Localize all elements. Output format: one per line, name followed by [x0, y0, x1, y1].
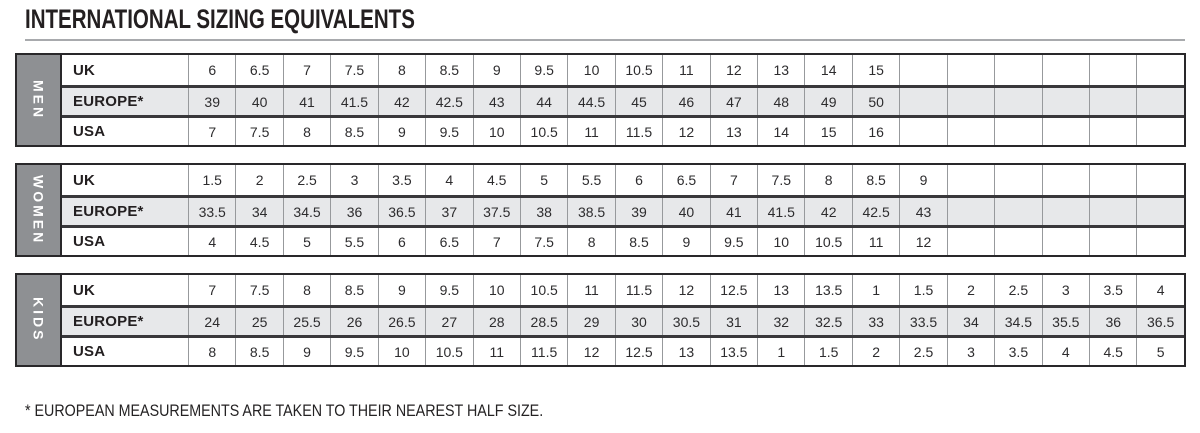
size-cell: 10.5	[804, 228, 851, 255]
sizing-table-women	[15, 163, 1186, 257]
size-cell	[1089, 228, 1136, 255]
size-cell: 8.5	[235, 338, 282, 365]
section-title: WOMEN	[30, 174, 47, 246]
size-cell: 36	[330, 198, 377, 225]
size-cell: 42	[804, 198, 851, 225]
size-cell: 7	[283, 55, 330, 85]
size-cell: 8	[283, 275, 330, 305]
size-cell	[1136, 198, 1183, 225]
size-cell: 36.5	[1136, 308, 1183, 335]
section-title: MEN	[30, 79, 47, 121]
size-cell: 9.5	[425, 118, 472, 145]
size-row-europe	[62, 305, 1184, 335]
section-header-men	[17, 55, 62, 145]
size-cell: 13	[757, 55, 804, 85]
size-cell: 39	[188, 88, 235, 115]
row-label: USA	[73, 123, 106, 140]
size-cell	[1042, 88, 1089, 115]
size-cell: 3.5	[1089, 275, 1136, 305]
size-cell: 10	[567, 55, 614, 85]
size-cell	[994, 198, 1041, 225]
size-cell: 5.5	[330, 228, 377, 255]
size-cell	[994, 88, 1041, 115]
european-sizes-footnote: * EUROPEAN MEASUREMENTS ARE TAKEN TO THEIR NEAREST HALF SIZE.	[25, 401, 544, 420]
size-cell: 33	[852, 308, 899, 335]
size-cell: 30.5	[662, 308, 709, 335]
size-cell	[947, 55, 994, 85]
size-cell: 37	[425, 198, 472, 225]
size-cell: 33.5	[188, 198, 235, 225]
size-cell: 9	[662, 228, 709, 255]
size-cell: 1	[852, 275, 899, 305]
size-cell: 40	[235, 88, 282, 115]
size-cell: 41.5	[757, 198, 804, 225]
size-cell: 5	[1136, 338, 1183, 365]
size-cell: 4	[188, 228, 235, 255]
size-cell: 13	[710, 118, 757, 145]
size-cell: 47	[710, 88, 757, 115]
size-cell: 34	[235, 198, 282, 225]
row-label: UK	[73, 61, 96, 79]
size-cell	[1042, 198, 1089, 225]
size-cell	[899, 118, 946, 145]
size-cell: 34	[947, 308, 994, 335]
size-cell: 7	[188, 118, 235, 145]
size-cell: 9	[473, 55, 520, 85]
size-cell: 43	[899, 198, 946, 225]
size-cell	[1136, 228, 1183, 255]
size-cell: 6	[378, 228, 425, 255]
size-cell: 10.5	[520, 275, 567, 305]
size-cell: 2	[852, 338, 899, 365]
size-row-europe	[62, 85, 1184, 115]
size-cell: 38	[520, 198, 567, 225]
size-cell: 4	[425, 165, 472, 195]
size-cell: 9.5	[330, 338, 377, 365]
size-cell: 6	[188, 55, 235, 85]
size-cell: 2.5	[994, 275, 1041, 305]
size-cell: 48	[757, 88, 804, 115]
size-cell: 41	[283, 88, 330, 115]
size-cell: 11.5	[520, 338, 567, 365]
size-cell: 9.5	[520, 55, 567, 85]
size-cell: 10.5	[615, 55, 662, 85]
size-cell	[1136, 55, 1183, 85]
size-cell: 11	[662, 55, 709, 85]
size-cell: 8	[188, 338, 235, 365]
size-cell: 30	[615, 308, 662, 335]
size-row-europe	[62, 195, 1184, 225]
row-label: EUROPE*	[73, 313, 144, 330]
size-cell: 11	[567, 275, 614, 305]
size-cell: 31	[710, 308, 757, 335]
size-cell	[947, 165, 994, 195]
size-cell: 13	[757, 275, 804, 305]
size-cell: 10	[757, 228, 804, 255]
size-cell: 9	[378, 118, 425, 145]
size-cell: 41	[710, 198, 757, 225]
size-cell: 13	[662, 338, 709, 365]
size-cell: 32	[757, 308, 804, 335]
size-cell: 2.5	[283, 165, 330, 195]
size-cell: 6.5	[235, 55, 282, 85]
size-cell	[947, 88, 994, 115]
size-rows	[62, 275, 1184, 365]
row-label: EUROPE*	[73, 93, 144, 110]
size-cell: 14	[804, 55, 851, 85]
size-cell: 6	[615, 165, 662, 195]
size-cell	[1042, 118, 1089, 145]
size-cell	[1042, 165, 1089, 195]
size-cell: 16	[852, 118, 899, 145]
size-cell: 4.5	[1089, 338, 1136, 365]
size-rows	[62, 165, 1184, 255]
size-cell: 7	[710, 165, 757, 195]
size-cell: 7	[188, 275, 235, 305]
size-cell	[1136, 118, 1183, 145]
size-cell	[1042, 228, 1089, 255]
size-cell: 9.5	[710, 228, 757, 255]
size-cell: 8.5	[852, 165, 899, 195]
size-row-usa	[62, 225, 1184, 255]
size-cell: 2	[947, 275, 994, 305]
size-cell	[947, 228, 994, 255]
size-cell: 9	[283, 338, 330, 365]
size-rows	[62, 55, 1184, 145]
size-cell: 12	[662, 118, 709, 145]
size-cell: 2	[235, 165, 282, 195]
size-cell: 1.5	[804, 338, 851, 365]
sizing-table-kids	[15, 273, 1186, 367]
size-cell: 1.5	[899, 275, 946, 305]
size-cell: 6.5	[662, 165, 709, 195]
size-cell: 4.5	[235, 228, 282, 255]
size-cell: 42.5	[852, 198, 899, 225]
size-cell: 25.5	[283, 308, 330, 335]
size-cell: 43	[473, 88, 520, 115]
size-cell	[1136, 165, 1183, 195]
size-cell: 2.5	[899, 338, 946, 365]
size-cell: 32.5	[804, 308, 851, 335]
size-cell: 28	[473, 308, 520, 335]
size-cell: 3.5	[378, 165, 425, 195]
size-cell	[1089, 118, 1136, 145]
size-cell: 42	[378, 88, 425, 115]
size-row-uk	[62, 55, 1184, 85]
row-label: UK	[73, 171, 96, 189]
size-cell: 5.5	[567, 165, 614, 195]
size-cell: 8.5	[330, 275, 377, 305]
size-cell: 7.5	[235, 118, 282, 145]
size-cell: 4	[1042, 338, 1089, 365]
size-cell: 12	[710, 55, 757, 85]
size-cell: 36.5	[378, 198, 425, 225]
size-cell: 12	[567, 338, 614, 365]
size-cell	[899, 88, 946, 115]
size-cell	[1089, 198, 1136, 225]
size-cell	[1089, 88, 1136, 115]
size-row-uk	[62, 275, 1184, 305]
size-cell: 24	[188, 308, 235, 335]
page-title: INTERNATIONAL SIZING EQUIVALENTS	[25, 4, 415, 34]
size-cell: 44.5	[567, 88, 614, 115]
size-cell: 7	[473, 228, 520, 255]
size-cell: 3	[947, 338, 994, 365]
size-cell: 11	[473, 338, 520, 365]
size-cell	[1089, 165, 1136, 195]
size-cell: 37.5	[473, 198, 520, 225]
size-cell	[947, 118, 994, 145]
size-row-usa	[62, 115, 1184, 145]
row-label: USA	[73, 233, 106, 250]
size-cell: 12	[899, 228, 946, 255]
size-cell: 49	[804, 88, 851, 115]
size-cell	[994, 55, 1041, 85]
size-cell: 5	[520, 165, 567, 195]
size-cell: 42.5	[425, 88, 472, 115]
size-cell: 7.5	[235, 275, 282, 305]
size-cell: 44	[520, 88, 567, 115]
size-cell: 26	[330, 308, 377, 335]
size-cell: 10.5	[425, 338, 472, 365]
size-cell: 45	[615, 88, 662, 115]
size-cell: 4.5	[473, 165, 520, 195]
size-cell: 15	[804, 118, 851, 145]
size-cell: 12.5	[615, 338, 662, 365]
title-underline	[25, 39, 1185, 41]
size-cell: 27	[425, 308, 472, 335]
size-cell	[1136, 88, 1183, 115]
sizing-table-men	[15, 53, 1186, 147]
size-cell: 3	[330, 165, 377, 195]
size-cell: 36	[1089, 308, 1136, 335]
size-cell: 11	[567, 118, 614, 145]
size-cell: 35.5	[1042, 308, 1089, 335]
size-cell: 29	[567, 308, 614, 335]
row-label: USA	[73, 343, 106, 360]
size-cell: 8	[804, 165, 851, 195]
size-cell: 33.5	[899, 308, 946, 335]
size-cell: 10	[473, 118, 520, 145]
size-cell: 7.5	[757, 165, 804, 195]
size-cell: 6.5	[425, 228, 472, 255]
size-cell	[1042, 55, 1089, 85]
size-cell: 34.5	[994, 308, 1041, 335]
size-cell: 7.5	[520, 228, 567, 255]
size-cell: 38.5	[567, 198, 614, 225]
size-cell: 8.5	[330, 118, 377, 145]
size-cell: 39	[615, 198, 662, 225]
size-cell: 34.5	[283, 198, 330, 225]
size-cell: 28.5	[520, 308, 567, 335]
row-label: UK	[73, 281, 96, 299]
size-cell: 25	[235, 308, 282, 335]
size-cell: 13.5	[804, 275, 851, 305]
size-cell: 26.5	[378, 308, 425, 335]
size-row-usa	[62, 335, 1184, 365]
size-cell: 1	[757, 338, 804, 365]
size-cell: 8	[378, 55, 425, 85]
section-header-women	[17, 165, 62, 255]
size-cell: 8.5	[425, 55, 472, 85]
section-header-kids	[17, 275, 62, 365]
size-cell: 9	[899, 165, 946, 195]
size-cell: 40	[662, 198, 709, 225]
size-cell: 11.5	[615, 275, 662, 305]
size-row-uk	[62, 165, 1184, 195]
size-cell: 8	[283, 118, 330, 145]
size-cell	[947, 198, 994, 225]
section-title: KIDS	[30, 297, 47, 343]
size-cell: 41.5	[330, 88, 377, 115]
size-cell: 1.5	[188, 165, 235, 195]
size-cell: 10	[473, 275, 520, 305]
size-cell: 11.5	[615, 118, 662, 145]
size-cell: 3.5	[994, 338, 1041, 365]
size-cell: 9.5	[425, 275, 472, 305]
size-cell: 50	[852, 88, 899, 115]
size-cell: 12.5	[710, 275, 757, 305]
size-cell: 5	[283, 228, 330, 255]
size-cell: 14	[757, 118, 804, 145]
size-cell: 9	[378, 275, 425, 305]
sizing-tables	[15, 53, 1186, 383]
size-cell: 13.5	[710, 338, 757, 365]
size-cell: 10	[378, 338, 425, 365]
size-cell	[994, 228, 1041, 255]
size-cell	[899, 55, 946, 85]
size-cell: 10.5	[520, 118, 567, 145]
size-cell: 4	[1136, 275, 1183, 305]
size-cell: 15	[852, 55, 899, 85]
size-cell	[994, 118, 1041, 145]
size-cell: 11	[852, 228, 899, 255]
size-cell: 46	[662, 88, 709, 115]
size-cell: 12	[662, 275, 709, 305]
size-cell: 7.5	[330, 55, 377, 85]
size-cell: 3	[1042, 275, 1089, 305]
size-cell	[994, 165, 1041, 195]
size-cell	[1089, 55, 1136, 85]
size-cell: 8.5	[615, 228, 662, 255]
size-cell: 8	[567, 228, 614, 255]
row-label: EUROPE*	[73, 203, 144, 220]
